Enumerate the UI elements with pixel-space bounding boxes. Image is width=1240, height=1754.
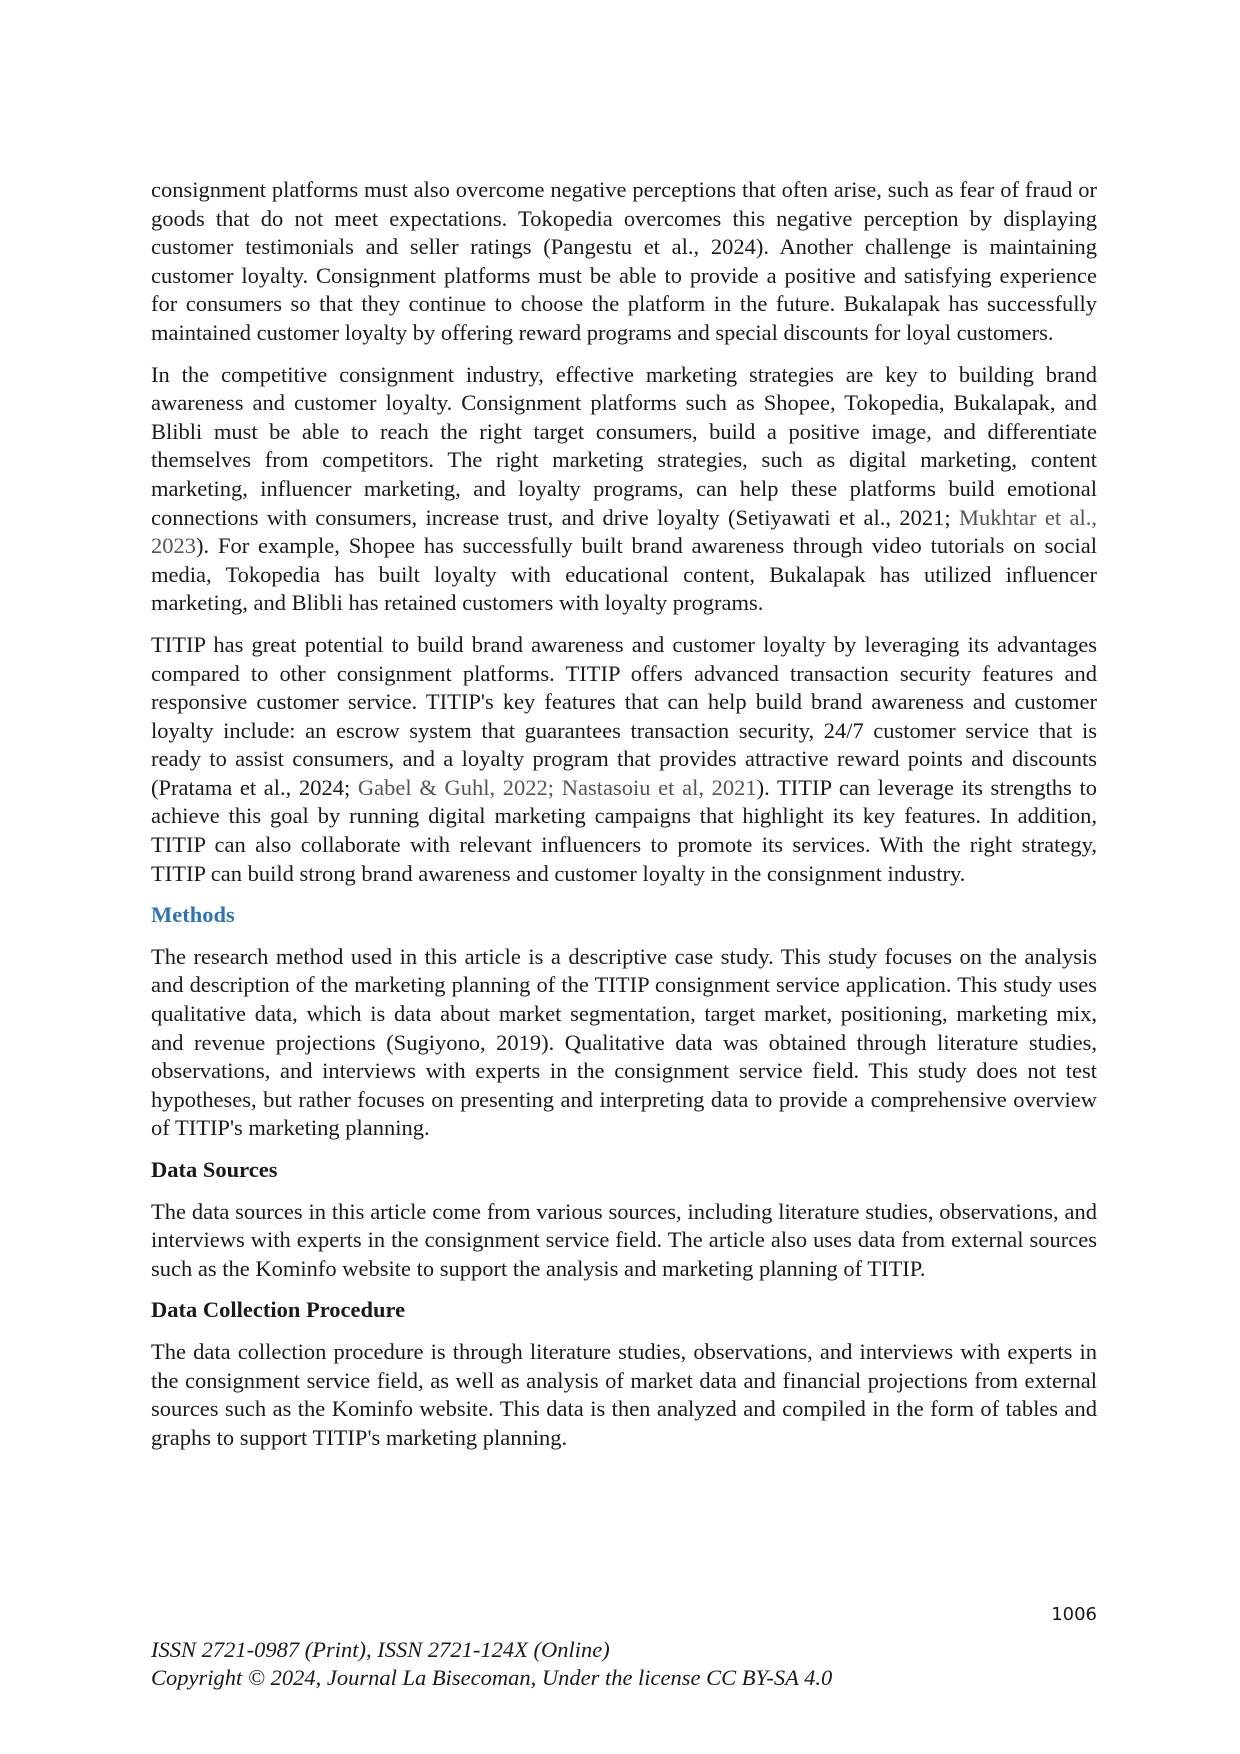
paragraph-methods: The research method used in this article is a descriptive case study. This study focuses on the analysis and description of the marketing planning of the TITIP consignment service application. This study uses qualitative data, which is data about market segmentation, target market, positioning, marketing mix, and revenue projections (Sugiyono, 2019). Qualitative data was obtained through literature studies, observations, and interviews with experts in the consignment service field. This study does not test hypotheses, but rather focuses on presenting and interpreting data to provide a comprehensive overview of TITIP's marketing planning. [151,943,1097,1141]
footer-issn: ISSN 2721-0987 (Print), ISSN 2721-124X (Online) [151,1637,610,1662]
paragraph-text: In the competitive consignment industry, effective marketing strategies are key to building brand awareness and customer loyalty. Consignment platforms such as Shopee, Tokopedia, Bukalapak, and Blibli must be able to reach the right target consumers, build a positive image, and differentiate themselves from competitors. The right marketing strategies, such as digital marketing, content marketing, influencer marketing, and loyalty programs, can help these platforms build emotional connections with consumers, increase trust, and drive loyalty (Setiyawati et al., 2021; [151,361,1097,530]
paragraph-titip-potential [151,631,1097,888]
paragraph-data-collection: The data collection procedure is through literature studies, observations, and interviews with experts in the consignment service field, as well as analysis of market data and financial projections from external sources such as the Kominfo website. This data is then analyzed and compiled in the form of tables and graphs to support TITIP's marketing planning. [151,1338,1097,1450]
paragraph-text: ). For example, Shopee has successfully built brand awareness through video tutorials on social media, Tokopedia has built loyalty with educational content, Bukalapak has utilized influencer marketing, and Blibli has retained customers with loyalty programs. [151,533,1097,616]
citation-link[interactable]: Mukhtar et al., 2023 [151,504,1097,559]
page-number: 1006 [1051,1604,1097,1625]
page-body [151,176,1097,1465]
paragraph-consignment-challenges: consignment platforms must also overcome negative perceptions that often arise, such as fear of fraud or goods that do not meet expectations. Tokopedia overcomes this negative perception by displaying customer testimonials and seller ratings (Pangestu et al., 2024). Another challenge is maintaining customer loyalty. Consignment platforms must be able to provide a positive and satisfying experience for consumers so that they continue to choose the platform in the future. Bukalapak has successfully maintained customer loyalty by offering reward programs and special discounts for loyal customers. [151,177,1097,345]
paragraph-marketing-strategies [151,361,1097,618]
paragraph-data-sources: The data sources in this article come from various sources, including literature studies, observations, and interviews with experts in the consignment service field. The article also uses data from external sources such as the Kominfo website to support the analysis and marketing planning of TITIP. [151,1198,1097,1281]
section-heading-data-collection: Data Collection Procedure [151,1297,406,1323]
section-heading-methods: Methods [151,902,235,928]
section-heading-data-sources: Data Sources [151,1157,278,1182]
citation-link[interactable]: Gabel & Guhl, 2022; Nastasoiu et al, 2021 [357,774,757,800]
paragraph-text: TITIP has great potential to build brand awareness and customer loyalty by leveraging its advantages compared to other consignment platforms. TITIP offers advanced transaction security features and responsive customer service. TITIP's key features that can help build brand awareness and customer loyalty include: an escrow system that guarantees transaction security, 24/7 customer service that is ready to assist consumers, and a loyalty program that provides attractive reward points and discounts (Pratama et al., 2024; [151,631,1097,800]
page-footer [151,1636,832,1692]
footer-copyright: Copyright © 2024, Journal La Bisecoman, Under the license CC BY-SA 4.0 [151,1665,833,1690]
paragraph-text: ). TITIP can leverage its strengths to achieve this goal by running digital marketing campaigns that highlight its key features. In addition, TITIP can also collaborate with relevant influencers to promote its services. With the right strategy, TITIP can build strong brand awareness and customer loyalty in the consignment industry. [151,774,1097,886]
